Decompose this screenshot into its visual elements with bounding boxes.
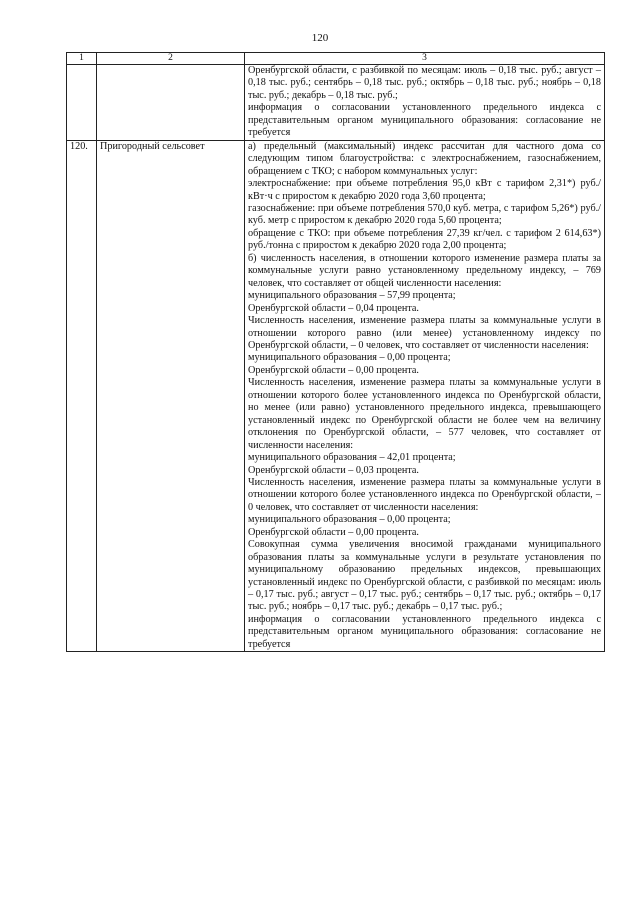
row-paragraph: Оренбургской области – 0,00 процента. [248, 364, 419, 376]
row-paragraph: муниципального образования – 57,99 процента; [248, 290, 456, 302]
table-row-continuation [67, 65, 605, 141]
continuation-paragraph: Оренбургской области, с разбивкой по месяцам: июль – 0,18 тыс. руб.; август – 0,18 тыс. руб.; сентябрь – 0,18 тыс. руб.; октябрь – 0,18 тыс. руб.; ноябрь – 0,18 тыс. руб.; декабрь – 0,18 тыс. руб.; [248, 65, 601, 101]
page-number: 120 [311, 32, 329, 44]
row-paragraph: Оренбургской области – 0,03 процента. [248, 464, 419, 476]
row-paragraph: обращение с ТКО: при объеме потребления 27,39 кг/чел. с тарифом 2 614,63*) руб./тонна с приростом к декабрю 2020 года 2,00 процента; [248, 227, 601, 252]
row-paragraph: Численность населения, изменение размера платы за коммунальные услуги в отношении которого более установленного индекса по Оренбургской области, – 0 человек, что составляет от численности населения: [248, 476, 601, 513]
row-paragraph: электроснабжение: при объеме потребления 95,0 кВт с тарифом 2,31*) руб./кВт·ч с приростом к декабрю 2020 года 3,60 процента; [248, 178, 601, 202]
row-paragraph: а) предельный (максимальный) индекс рассчитан для частного дома со следующим типом благоустройства: с электроснабжением, газоснабжением, обращением с ТКО; с набором коммунальных услуг: [248, 140, 601, 177]
continuation-num-cell [67, 65, 97, 141]
municipality-name: Пригородный сельсовет [97, 140, 245, 652]
table-row-120 [67, 140, 605, 652]
row-paragraph: газоснабжение: при объеме потребления 570,0 куб. метра, с тарифом 5,26*) руб./куб. метр с приростом к декабрю 2020 года 5,60 процента; [248, 202, 601, 227]
row-paragraph: Оренбургской области – 0,00 процента. [248, 526, 419, 538]
row-paragraph: Совокупная сумма увеличения вносимой гражданами муниципального образования платы за коммунальные услуги в результате установления по муниципальному образованию предельных индексов, превышающих установленный индекс по Оренбургской области, с разбивкой по месяцам: июль – 0,17 тыс. руб.; август – 0,17 тыс. руб.; сентябрь – 0,17 тыс. руб.; октябрь – 0,17 тыс. руб.; ноябрь – 0,17 тыс. руб.; декабрь – 0,17 тыс. руб.; [248, 539, 601, 613]
continuation-paragraph: информация о согласовании установленного предельного индекса с представительным органом муниципального образования: согласование не требуется [248, 102, 601, 139]
index-table [66, 52, 605, 652]
column-number-1: 1 [67, 53, 97, 65]
row-number: 120. [67, 140, 97, 652]
continuation-name-cell [97, 65, 245, 141]
column-number-2: 2 [97, 53, 245, 65]
table-header-row [67, 53, 605, 65]
row-paragraph: муниципального образования – 42,01 процента; [248, 452, 456, 464]
continuation-text-cell [245, 65, 605, 141]
row-paragraph: Численность населения, изменение размера платы за коммунальные услуги в отношении которого равно (или менее) установленному индексу по Оренбургской области, – 0 человек, что составляет от численности населения: [248, 315, 601, 351]
row-paragraph: муниципального образования – 0,00 процента; [248, 352, 451, 364]
row-paragraph: муниципального образования – 0,00 процента; [248, 514, 451, 526]
row-paragraph: Оренбургской области – 0,04 процента. [248, 302, 419, 314]
row-paragraph: информация о согласовании установленного предельного индекса с представительным органом муниципального образования: согласование не требуется [248, 613, 601, 650]
row-text-cell [245, 140, 605, 652]
row-paragraph: б) численность населения, в отношении которого изменение размера платы за коммунальные услуги равно установленному предельному индексу, – 769 человек, что составляет от общей численности населения: [248, 252, 601, 289]
column-number-3: 3 [245, 53, 605, 65]
row-paragraph: Численность населения, изменение размера платы за коммунальные услуги в отношении которого более установленного индекса по Оренбургской области, но менее (или равно) установленного предельного индекса, превышающего установленный индекс по Оренбургской области не более чем на величину отклонения по Оренбургской области, – 577 человек, что составляет от численности населения: [248, 377, 601, 451]
